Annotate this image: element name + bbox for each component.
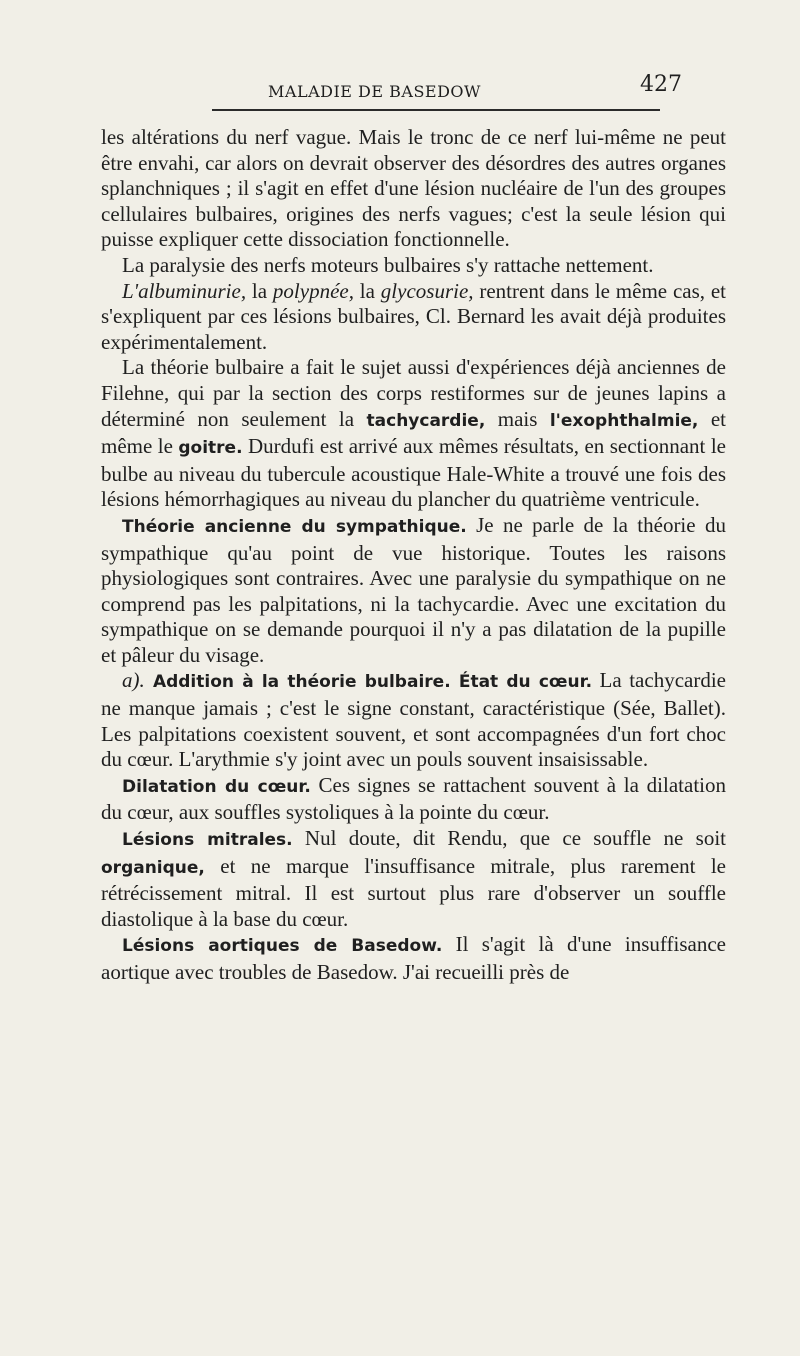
paragraph-3 — [101, 279, 726, 356]
text-run: Il s'agit là d'une insuffisance aortique avec troubles de Basedow. J'ai recueilli près de — [101, 932, 726, 984]
term-goitre: goitre. — [178, 438, 243, 459]
body-text — [101, 125, 726, 986]
text-run: La théorie bulbaire a fait le sujet aussi d'expériences déjà anciennes de Filehne, qui par la section des corps restiformes sur de jeunes lapins a déterminé non seulement la — [101, 355, 726, 431]
section-heading-aortiques: Lésions aortiques de Basedow. — [122, 936, 443, 957]
section-heading-mitrales: Lésions mitrales. — [122, 830, 293, 851]
term-exophthalmie: l'exophthalmie, — [549, 410, 699, 431]
term-glycosurie: glycosurie, — [380, 278, 474, 303]
paragraph-2: La paralysie des nerfs moteurs bulbaires s'y rattache nettement. — [122, 252, 654, 277]
text-run: la — [246, 278, 273, 303]
paragraph-6 — [101, 668, 726, 772]
paragraph-8 — [101, 826, 726, 932]
text-run: la — [353, 278, 381, 303]
text-run: et ne marque l'insuffisance mitrale, plus rarement le rétrécissement mitral. Il est surtout plus rare d'observer un souffle diastolique à la base du cœur. — [101, 853, 726, 931]
term-polypnee: polypnée, — [272, 278, 354, 303]
item-marker: a). — [122, 668, 145, 693]
section-heading-sympathique: Théorie ancienne du sympathique. — [122, 516, 467, 537]
running-title: MALADIE DE BASEDOW — [268, 82, 481, 101]
text-run: Nul doute, dit Rendu, que ce souffle ne soit — [292, 826, 726, 851]
paragraph-5 — [101, 513, 726, 669]
text-run: Je ne parle de la théorie du sympathique qu'au point de vue historique. Toutes les raisons physiologiques sont contraires. Avec une paralysie du sympathique on ne comprend pas les palpitations, ni la tachycardie. Avec une excitation du sympathique on se demande pourquoi il n'y a pas dilatation de la pupille et pâleur du visage. — [101, 512, 726, 667]
text-run: rentrent dans le même cas, et s'expliquent par ces lésions bulbaires, Cl. Bernard les avait déjà produites expérimentalement. — [101, 278, 727, 354]
term-organique: organique, — [101, 857, 205, 878]
paragraph-4 — [101, 355, 726, 513]
section-heading-dilatation: Dilatation du cœur. — [122, 776, 311, 797]
text-run: mais — [485, 406, 550, 431]
term-tachycardie: tachycardie, — [366, 410, 486, 431]
section-heading-bulbaire: Addition à la théorie bulbaire. État du cœur. — [144, 672, 593, 693]
text-run: La tachycardie ne manque jamais ; c'est le signe constant, caractéristique (Sée, Ballet). Les palpitations coexistent souvent, et sont accompagnées d'un fort choc du cœur. L'arythmie s'y joint avec un pouls souvent insaisissable. — [101, 668, 726, 772]
text-run: Durdufi est arrivé aux mêmes résultats, en sectionnant le bulbe au niveau du tubercule acoustique Hale-White a trouvé une fois des lésions hémorrhagiques au niveau du plancher du quatrième ventricule. — [101, 434, 726, 512]
term-albuminurie: L'albuminurie, — [122, 278, 247, 303]
paragraph-1: les altérations du nerf vague. Mais le tronc de ce nerf lui-même ne peut être envahi, car alors on devrait observer des désordres des autres organes splanchniques ; il s'agit en effet d'une lésion nucléaire de l'un des groupes cellulaires bulbaires, origines des nerfs vagues; c'est la seule lésion qui puisse expliquer cette dissociation fonctionnelle. — [101, 125, 726, 252]
paragraph-9 — [101, 932, 726, 985]
paragraph-7 — [101, 773, 726, 826]
header-rule — [212, 109, 660, 111]
text-run: et même le — [101, 406, 726, 459]
page-number: 427 — [640, 72, 682, 97]
text-run: Ces signes se rattachent souvent à la dilatation du cœur, aux souffles systoliques à la pointe du cœur. — [101, 772, 726, 825]
